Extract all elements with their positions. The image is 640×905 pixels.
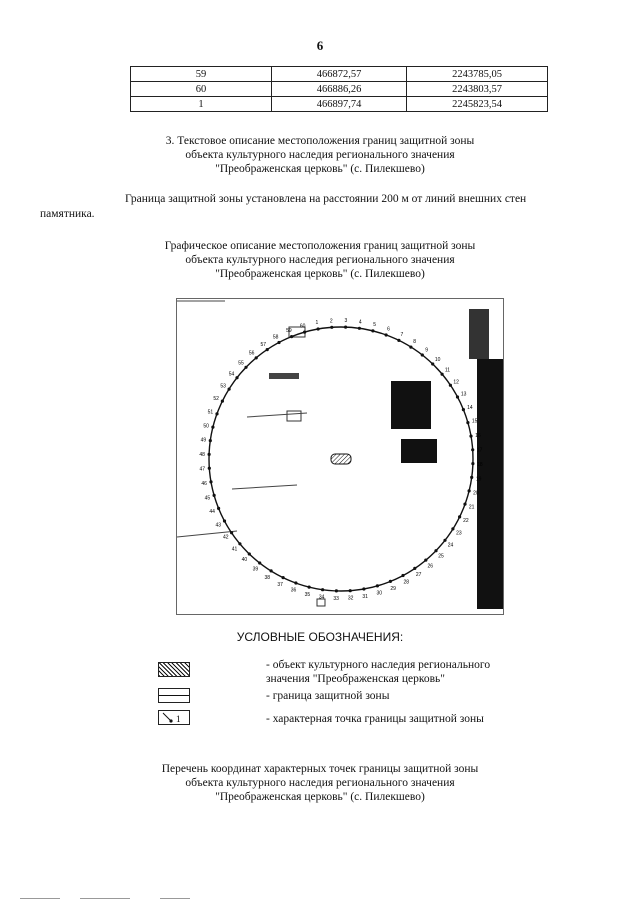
boundary-point bbox=[441, 373, 444, 376]
boundary-point bbox=[228, 388, 231, 391]
boundary-point bbox=[255, 356, 258, 359]
scan-mark bbox=[160, 898, 190, 899]
scan-mark bbox=[20, 898, 60, 899]
boundary-point-label: 9 bbox=[425, 347, 428, 354]
boundary-point-label: 59 bbox=[286, 328, 292, 335]
boundary-point-label: 31 bbox=[362, 593, 368, 600]
boundary-point bbox=[244, 366, 247, 369]
boundary-point bbox=[468, 489, 471, 492]
church-object bbox=[331, 454, 351, 464]
boundary-point-label: 14 bbox=[467, 404, 473, 411]
table-cell: 1 bbox=[131, 97, 272, 112]
boundary-point bbox=[208, 467, 211, 470]
boundary-point-label: 27 bbox=[415, 572, 422, 579]
boundary-point bbox=[330, 326, 333, 329]
boundary-point-label: 16 bbox=[475, 432, 481, 439]
zone-paragraph bbox=[40, 192, 595, 222]
boundary-point bbox=[376, 584, 379, 587]
table-cell: 2243785,05 bbox=[407, 67, 548, 82]
boundary-point-label: 18 bbox=[477, 461, 483, 468]
boundary-point bbox=[421, 353, 424, 356]
boundary-point bbox=[451, 527, 454, 530]
boundary-point-label: 47 bbox=[199, 466, 206, 473]
boundary-point-label: 20 bbox=[473, 490, 479, 497]
boundary-point-label: 22 bbox=[463, 517, 469, 524]
boundary-point-label: 37 bbox=[277, 581, 283, 588]
boundary-point-label: 13 bbox=[460, 391, 467, 398]
boundary-point bbox=[221, 400, 224, 403]
boundary-point-label: 12 bbox=[453, 379, 459, 386]
boundary-point bbox=[449, 384, 452, 387]
coordinate-list-heading bbox=[0, 762, 640, 804]
boundary-point bbox=[458, 515, 461, 518]
boundary-point bbox=[443, 539, 446, 542]
boundary-point-label: 48 bbox=[199, 452, 205, 459]
list-line-2: объекта культурного наследия регионального значения bbox=[185, 777, 455, 789]
legend-point-text: - характерная точка границы защитной зоны bbox=[266, 713, 484, 725]
boundary-point-label: 11 bbox=[444, 367, 451, 374]
boundary-point-label: 54 bbox=[228, 371, 235, 378]
graphic-line-2: объекта культурного наследия регионального значения bbox=[185, 254, 455, 266]
table-cell: 60 bbox=[131, 82, 272, 97]
boundary-point bbox=[463, 503, 466, 506]
table-cell: 466872,57 bbox=[272, 67, 407, 82]
boundary-point-label: 49 bbox=[200, 437, 207, 444]
map-dark-area bbox=[391, 381, 431, 429]
scan-mark bbox=[80, 898, 130, 899]
section-3-line-3: "Преображенская церковь" (с. Пилекшево) bbox=[215, 163, 425, 175]
boundary-point-label: 52 bbox=[213, 396, 219, 403]
boundary-point bbox=[466, 421, 469, 424]
boundary-point bbox=[270, 569, 273, 572]
coordinates-table bbox=[130, 66, 548, 112]
boundary-point-label: 46 bbox=[201, 481, 207, 488]
boundary-point bbox=[471, 462, 474, 465]
list-line-1: Перечень координат характерных точек границы защитной зоны bbox=[161, 763, 479, 775]
boundary-point-label: 42 bbox=[223, 534, 229, 541]
boundary-point bbox=[385, 333, 388, 336]
boundary-point-label: 2 bbox=[329, 318, 333, 325]
boundary-point-label: 24 bbox=[447, 542, 454, 549]
boundary-point bbox=[371, 329, 374, 332]
map-building-outline bbox=[287, 411, 301, 421]
section-3-line-2: объекта культурного наследия регионального значения bbox=[185, 149, 455, 161]
section-3-line-1: 3. Текстовое описание местоположения границ защитной зоны bbox=[165, 135, 475, 147]
boundary-point-label: 39 bbox=[252, 566, 259, 573]
legend-item-1-line-1: - объект культурного наследия регионального bbox=[266, 659, 491, 671]
boundary-point bbox=[424, 559, 427, 562]
boundary-point-label: 38 bbox=[264, 574, 271, 581]
table-row bbox=[131, 67, 548, 82]
boundary-point bbox=[209, 480, 212, 483]
boundary-point bbox=[397, 339, 400, 342]
boundary-point bbox=[349, 589, 352, 592]
boundary-point bbox=[431, 362, 434, 365]
legend-point-label: 1 bbox=[176, 714, 181, 724]
legend-heritage-symbol bbox=[158, 662, 190, 677]
graphic-line-3: "Преображенская церковь" (с. Пилекшево) bbox=[215, 268, 425, 280]
boundary-point bbox=[213, 494, 216, 497]
boundary-point bbox=[462, 408, 465, 411]
table-cell: 59 bbox=[131, 67, 272, 82]
boundary-point bbox=[235, 376, 238, 379]
boundary-point bbox=[230, 531, 233, 534]
boundary-point bbox=[294, 581, 297, 584]
boundary-point-icon bbox=[159, 711, 189, 724]
boundary-point bbox=[258, 561, 261, 564]
boundary-point-label: 44 bbox=[209, 509, 215, 516]
page-number: 6 bbox=[316, 38, 324, 53]
map-line-feature bbox=[247, 413, 307, 417]
boundary-point bbox=[211, 426, 214, 429]
boundary-point-label: 45 bbox=[204, 495, 211, 502]
zone-map-svg bbox=[177, 299, 503, 614]
boundary-point-label: 32 bbox=[347, 595, 354, 602]
boundary-point-label: 8 bbox=[413, 339, 417, 346]
boundary-point-label: 28 bbox=[403, 579, 410, 586]
table-row bbox=[131, 97, 548, 112]
boundary-point-label: 41 bbox=[231, 546, 238, 553]
boundary-point bbox=[471, 448, 474, 451]
boundary-point-label: 55 bbox=[238, 360, 244, 367]
boundary-point-label: 51 bbox=[207, 409, 214, 416]
boundary-point bbox=[277, 341, 280, 344]
table-cell: 2243803,57 bbox=[407, 82, 548, 97]
boundary-point-label: 57 bbox=[260, 341, 267, 348]
graphic-line-1: Графическое описание местоположения границ защитной зоны bbox=[164, 240, 476, 252]
legend-title: УСЛОВНЫЕ ОБОЗНАЧЕНИЯ: bbox=[236, 630, 404, 644]
boundary-point bbox=[303, 331, 306, 334]
boundary-point bbox=[215, 412, 218, 415]
boundary-point bbox=[208, 453, 211, 456]
table-cell: 466886,26 bbox=[272, 82, 407, 97]
boundary-point-label: 19 bbox=[475, 476, 482, 483]
map-dark-area bbox=[469, 309, 489, 359]
zone-map bbox=[176, 298, 504, 615]
boundary-point-label: 50 bbox=[203, 423, 209, 430]
zone-paragraph-line-1: Граница защитной зоны установлена на расстоянии 200 м от линий внешних стен bbox=[125, 193, 527, 205]
boundary-point-label: 40 bbox=[241, 557, 248, 563]
map-dark-area bbox=[477, 359, 503, 609]
boundary-point bbox=[335, 589, 338, 592]
boundary-point-label: 17 bbox=[476, 447, 483, 454]
boundary-point-label: 43 bbox=[215, 522, 222, 529]
boundary-point-label: 36 bbox=[290, 587, 297, 594]
boundary-point-label: 58 bbox=[272, 334, 279, 341]
boundary-point-label: 56 bbox=[248, 350, 255, 357]
boundary-point-label: 10 bbox=[434, 357, 441, 363]
boundary-point-label: 33 bbox=[333, 595, 339, 602]
boundary-point-label: 29 bbox=[390, 585, 396, 592]
table-cell: 466897,74 bbox=[272, 97, 407, 112]
boundary-point bbox=[362, 587, 365, 590]
boundary-point bbox=[389, 580, 392, 583]
boundary-point bbox=[248, 552, 251, 555]
boundary-point bbox=[290, 335, 293, 338]
boundary-point-label: 26 bbox=[427, 563, 434, 570]
boundary-point-label: 34 bbox=[318, 594, 325, 601]
boundary-point-label: 7 bbox=[400, 332, 404, 339]
boundary-point bbox=[308, 586, 311, 589]
boundary-point bbox=[223, 519, 226, 522]
boundary-point bbox=[238, 542, 241, 545]
boundary-point-label: 1 bbox=[315, 320, 319, 327]
boundary-point bbox=[282, 576, 285, 579]
section-3-heading bbox=[0, 134, 640, 176]
boundary-point bbox=[469, 435, 472, 438]
boundary-point-label: 35 bbox=[304, 591, 311, 598]
legend-zone-boundary-text: - граница защитной зоны bbox=[266, 690, 390, 702]
legend-zone-boundary-symbol bbox=[158, 688, 190, 703]
boundary-point-label: 3 bbox=[344, 318, 348, 325]
boundary-point-label: 5 bbox=[373, 322, 376, 329]
boundary-point bbox=[401, 574, 404, 577]
boundary-point bbox=[209, 439, 212, 442]
boundary-point bbox=[344, 326, 347, 329]
boundary-point bbox=[317, 327, 320, 330]
table-row bbox=[131, 82, 548, 97]
boundary-point-label: 30 bbox=[376, 590, 383, 597]
table-cell: 2245823,54 bbox=[407, 97, 548, 112]
graphic-heading bbox=[0, 239, 640, 281]
boundary-point-label: 60 bbox=[299, 323, 306, 330]
boundary-point-label: 21 bbox=[468, 504, 475, 511]
boundary-point bbox=[321, 588, 324, 591]
map-dark-area bbox=[401, 439, 437, 463]
boundary-point bbox=[358, 327, 361, 330]
boundary-point bbox=[413, 567, 416, 570]
boundary-point-label: 53 bbox=[220, 383, 226, 390]
boundary-point-label: 15 bbox=[471, 418, 478, 425]
legend-heritage-text bbox=[266, 658, 490, 686]
boundary-point bbox=[470, 476, 473, 479]
map-building-outline bbox=[269, 373, 299, 379]
boundary-point bbox=[217, 507, 220, 510]
boundary-point-label: 25 bbox=[438, 553, 444, 560]
boundary-point-label: 4 bbox=[358, 319, 362, 326]
boundary-point-label: 23 bbox=[456, 530, 462, 537]
map-line-feature bbox=[232, 485, 297, 489]
legend-point-symbol bbox=[158, 710, 190, 725]
list-line-3: "Преображенская церковь" (с. Пилекшево) bbox=[215, 791, 425, 803]
boundary-point bbox=[434, 549, 437, 552]
boundary-point bbox=[409, 346, 412, 349]
boundary-point bbox=[456, 395, 459, 398]
legend-item-1-line-2: значения "Преображенская церковь" bbox=[266, 673, 445, 685]
boundary-point bbox=[266, 348, 269, 351]
zone-paragraph-line-2: памятника. bbox=[40, 208, 95, 220]
boundary-point-label: 6 bbox=[387, 326, 390, 333]
